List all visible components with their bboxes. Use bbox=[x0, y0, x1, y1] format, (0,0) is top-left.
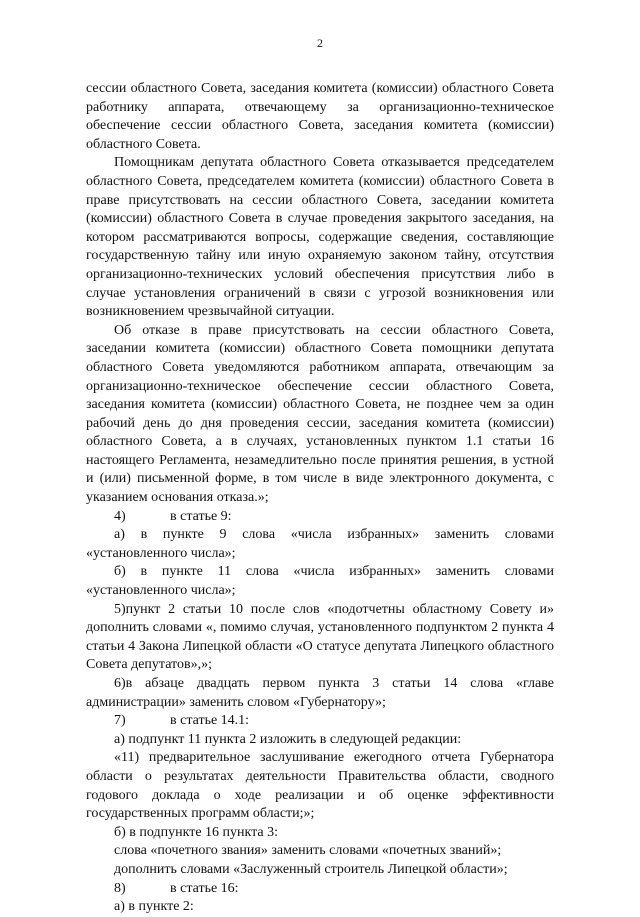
paragraph: Помощникам депутата областного Совета отказывается председателем областного Совета, председателем комитета (комиссии) областного Совета в праве присутствовать на сессии областного Совета, заседании комитета (комиссии) областного Совета в случае проведения закрытого заседания, на котором рассматриваются вопросы, содержащие сведения, составляющие государственную тайну или иную охраняемую законом тайну, отсутствия организационно-технических условий обеспечения присутствия либо в случае установления ограничений в связи с угрозой возникновения или возникновением чрезвычайной ситуации. bbox=[86, 155, 554, 320]
paragraph: а) в пункте 9 слова «числа избранных» заменить словами «установленного числа»; bbox=[86, 527, 554, 561]
item-number: 7) bbox=[114, 713, 126, 729]
paragraph: а) подпункт 11 пункта 2 изложить в следующей редакции: bbox=[114, 731, 462, 747]
list-item bbox=[86, 712, 554, 731]
list-item bbox=[86, 675, 554, 712]
list-item bbox=[86, 880, 554, 899]
item-text: в статье 16: bbox=[170, 880, 239, 896]
paragraph: а) в пункте 2: bbox=[114, 899, 194, 915]
item-text: в абзаце двадцать первом пункта 3 статьи 14 слова «главе администрации» заменить словом «Губернатору»; bbox=[86, 676, 554, 710]
paragraph: б) в подпункте 16 пункта 3: bbox=[114, 824, 279, 840]
item-number: 4) bbox=[114, 508, 126, 524]
list-item bbox=[86, 508, 554, 527]
list-item bbox=[86, 601, 554, 675]
paragraph: Об отказе в праве присутствовать на сессии областного Совета, заседании комитета (комиссии) областного Совета помощники депутата областного Совета уведомляются работником аппарата, отвечающим за организационно-техническое обеспечение сессии областного Совета, заседания комитета (комиссии) областного Совета, не позднее чем за один рабочий день до дня проведения сессии, заседания комитета (комиссии) областного Совета, а в случаях, установленных пунктом 1.1 статьи 16 настоящего Регламента, незамедлительно после принятия решения, в устной и (или) письменной форме, в том числе в виде электронного документа, с указанием основания отказа.»; bbox=[86, 322, 554, 506]
paragraph: «11) предварительное заслушивание ежегодного отчета Губернатора области о результатах деятельности Правительства области, сводного годового доклада о ходе реализации и об оценке эффективности государственных программ области;»; bbox=[86, 750, 554, 822]
paragraph: сессии областного Совета, заседания комитета (комиссии) областного Совета работнику аппарата, отвечающему за организационно-техническое обеспечение сессии областного Совета, заседания комитета (комиссии) областного Совета. bbox=[86, 81, 554, 152]
paragraph: б) в пункте 11 слова «числа избранных» заменить словами «установленного числа»; bbox=[86, 564, 554, 599]
item-number: 6) bbox=[114, 676, 126, 691]
paragraph: дополнить словами «Заслуженный строитель Липецкой области»; bbox=[114, 861, 508, 877]
item-number: 5) bbox=[114, 601, 126, 617]
item-text: в статье 14.1: bbox=[170, 713, 250, 729]
item-text: в статье 9: bbox=[170, 508, 232, 524]
item-text: пункт 2 статьи 10 после слов «подотчетны областному Совету и» дополнить словами «, помимо случая, установленного подпунктом 2 пункта 4 статьи 4 Закона Липецкой области «О статусе депутата Липецкого областного Совета депутатов»,»; bbox=[86, 601, 554, 673]
document-body bbox=[86, 80, 554, 917]
item-number: 8) bbox=[114, 880, 126, 896]
page-number: 2 bbox=[317, 36, 323, 50]
paragraph: слова «почетного звания» заменить словами «почетных званий»; bbox=[114, 843, 502, 859]
